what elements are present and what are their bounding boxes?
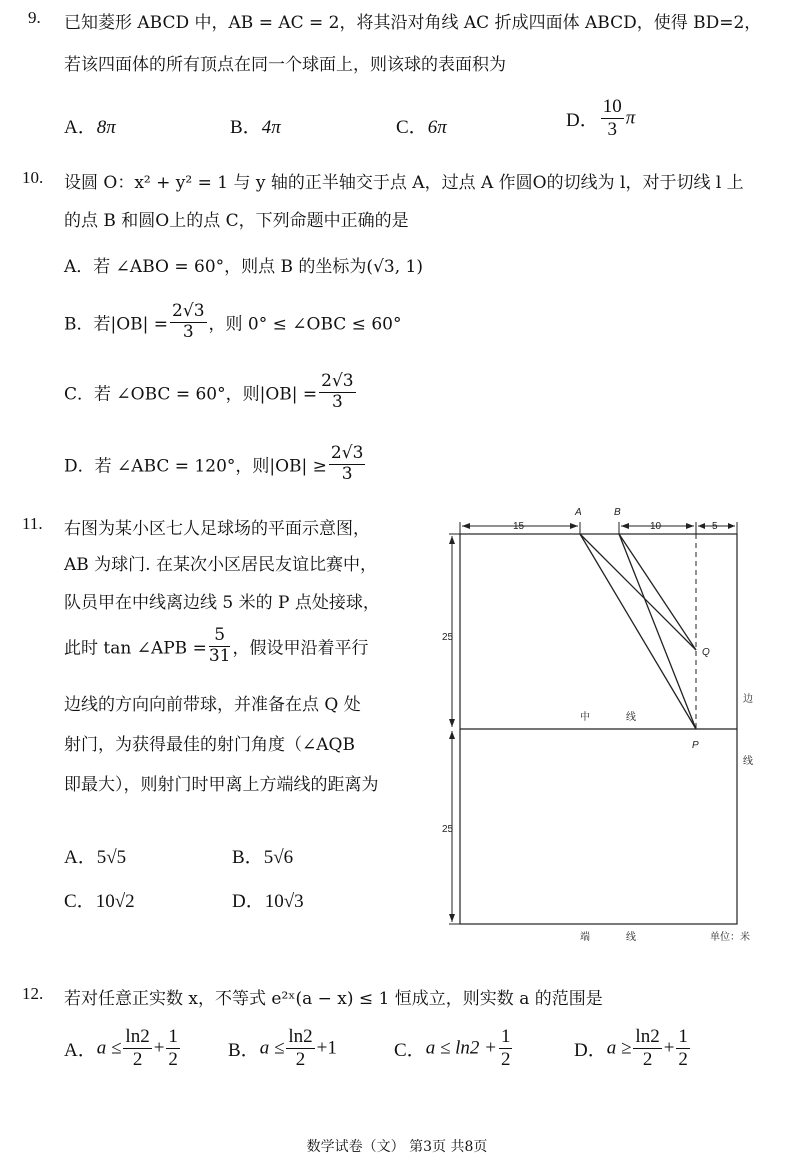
arrow-head bbox=[449, 914, 455, 922]
q11-line5: 边线的方向向前带球，并准备在点 Q 处 bbox=[64, 695, 361, 715]
q11-line6: 射门，为获得最佳的射门角度（∠AQB bbox=[64, 735, 355, 755]
q11-option-d: D．10√3 bbox=[232, 891, 304, 912]
arrow-head bbox=[449, 536, 455, 544]
arrow-head bbox=[462, 523, 470, 529]
q11-line1: 右图为某小区七人足球场的平面示意图， bbox=[64, 519, 370, 539]
q12-line1: 若对任意正实数 x，不等式 e²ˣ(a − x) ≤ 1 恒成立，则实数 a 的范围是 bbox=[64, 989, 603, 1009]
midline-label-2: 线 bbox=[626, 712, 636, 723]
page-footer: 数学试卷（文） 第3页 共8页 bbox=[306, 1139, 488, 1155]
q10-option-d: D．若 ∠ABC = 120°，则|OB| ≥ $\frac{2√3}{3}$ bbox=[64, 443, 364, 484]
q9-option-b: B．4π bbox=[230, 117, 281, 138]
arrow-head bbox=[698, 523, 705, 529]
arrow-head bbox=[686, 523, 694, 529]
end-label-2: 线 bbox=[626, 932, 636, 943]
point-q-label: Q bbox=[702, 647, 710, 658]
q11-line3: 队员甲在中线离边线 5 米的 P 点处接球， bbox=[64, 593, 380, 613]
q12-option-d: D．a ≥ $\frac{\ln 2}{2}$ + $\frac{1}{2}$ bbox=[574, 1026, 688, 1070]
midline-label-1: 中 bbox=[580, 712, 590, 723]
q9-option-a: A．8π bbox=[64, 117, 116, 138]
q9-line2: 若该四面体的所有顶点在同一个球面上，则该球的表面积为 bbox=[64, 55, 506, 75]
side-label-2: 线 bbox=[743, 756, 753, 767]
q11-number: 11. bbox=[22, 514, 43, 533]
q9-option-d: D． $\frac{10}{3}$ π bbox=[566, 96, 636, 140]
football-field-diagram bbox=[440, 500, 780, 950]
q10-option-c: C．若 ∠OBC = 60°，则|OB| = $\frac{2√3}{3}$ bbox=[64, 371, 354, 412]
q11-option-b: B．5√6 bbox=[232, 847, 294, 868]
arrow-head bbox=[570, 523, 578, 529]
q11-line7: 即最大），则射门时甲离上方端线的距离为 bbox=[64, 775, 379, 795]
q12-number: 12. bbox=[22, 984, 44, 1003]
dim-label-10: 10 bbox=[650, 521, 662, 532]
end-label-1: 端 bbox=[580, 932, 590, 943]
q10-option-a: A．若 ∠ABO = 60°，则点 B 的坐标为(√3, 1) bbox=[64, 257, 423, 277]
q9-number: 9. bbox=[28, 8, 41, 27]
arrow-head bbox=[449, 719, 455, 727]
q11-option-a: A．5√5 bbox=[64, 847, 127, 868]
arrow-head bbox=[449, 731, 455, 739]
q11-line2: AB 为球门. 在某次小区居民友谊比赛中， bbox=[64, 555, 377, 575]
dim-label-25-bottom: 25 bbox=[442, 824, 454, 835]
q10-line1: 设圆 O：x² + y² = 1 与 y 轴的正半轴交于点 A，过点 A 作圆O的切线为 l，对于切线 l 上 bbox=[64, 173, 744, 193]
q10-number: 10. bbox=[22, 168, 44, 187]
q12-option-a: A．a ≤ $\frac{\ln 2}{2}$ + $\frac{1}{2}$ bbox=[64, 1026, 178, 1070]
q12-option-c: C．a ≤ ln2 + $\frac{1}{2}$ bbox=[394, 1026, 511, 1070]
q11-line4: 此时 tan ∠APB = $\frac{5}{31}$ ，假设甲沿着平行 bbox=[64, 625, 369, 666]
side-label-1: 边 bbox=[743, 694, 753, 705]
q9-line1: 已知菱形 ABCD 中，AB = AC = 2，将其沿对角线 AC 折成四面体 ABCD，使得 BD=2， bbox=[64, 13, 762, 33]
q10-line2: 的点 B 和圆O上的点 C，下列命题中正确的是 bbox=[64, 211, 409, 231]
point-a-label: A bbox=[575, 507, 582, 518]
dim-label-5: 5 bbox=[712, 521, 718, 532]
point-b-label: B bbox=[614, 507, 621, 518]
q12-option-b: B．a ≤ $\frac{\ln 2}{2}$ +1 bbox=[228, 1026, 337, 1070]
point-p-label: P bbox=[692, 740, 699, 751]
q10-option-b: B．若|OB| = $\frac{2√3}{3}$ ，则 0° ≤ ∠OBC ≤ 60° bbox=[64, 301, 402, 342]
arrow-head bbox=[728, 523, 735, 529]
arrow-head bbox=[621, 523, 629, 529]
unit-label: 单位：米 bbox=[710, 932, 750, 943]
dim-label-25-top: 25 bbox=[442, 632, 454, 643]
q11-option-c: C．10√2 bbox=[64, 891, 135, 912]
q9-option-c: C．6π bbox=[396, 117, 447, 138]
dim-label-15: 15 bbox=[513, 521, 525, 532]
